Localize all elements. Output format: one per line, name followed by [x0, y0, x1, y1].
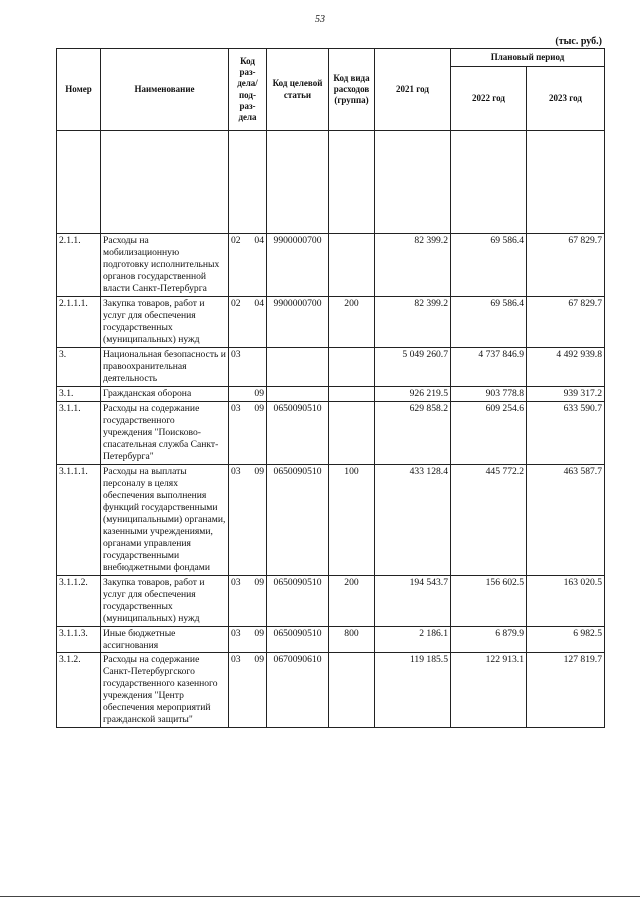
row-kind-code: 200 [329, 575, 375, 626]
table-row [57, 464, 605, 575]
row-value-2022: 609 254.6 [451, 401, 527, 464]
subsection-code: 04 [254, 235, 264, 246]
row-value-2021: 629 858.2 [375, 401, 451, 464]
row-value-2021: 2 186.1 [375, 626, 451, 653]
row-value-2023: 6 982.5 [527, 626, 605, 653]
row-value-2021: 194 543.7 [375, 575, 451, 626]
row-kind-code [329, 386, 375, 401]
row-value-2021: 5 049 260.7 [375, 347, 451, 386]
row-target-code: 0670090610 [267, 653, 329, 728]
table-row [57, 401, 605, 464]
row-name: Гражданская оборона [101, 386, 229, 401]
row-name: Национальная безопасность и правоохранительная деятельность [101, 347, 229, 386]
row-kind-code: 100 [329, 464, 375, 575]
row-section-code [229, 296, 267, 347]
row-target-code [267, 347, 329, 386]
section-code: 03 [231, 654, 241, 666]
table-row [57, 234, 605, 297]
row-value-2022: 6 879.9 [451, 626, 527, 653]
row-number: 2.1.1.1. [57, 296, 101, 347]
row-value-2022: 69 586.4 [451, 296, 527, 347]
row-value-2021: 82 399.2 [375, 234, 451, 297]
row-name: Иные бюджетные ассигнования [101, 626, 229, 653]
row-name: Расходы на содержание Санкт-Петербургского государственного казенного учреждения "Центр обеспечения мероприятий гражданской защиты" [101, 653, 229, 728]
table-body [57, 131, 605, 728]
section-code: 03 [231, 402, 241, 414]
header-kind: Код вида расходов (группа) [329, 49, 375, 131]
row-value-2021: 926 219.5 [375, 386, 451, 401]
row-number: 2.1.1. [57, 234, 101, 297]
row-value-2023: 4 492 939.8 [527, 347, 605, 386]
row-value-2022: 122 913.1 [451, 653, 527, 728]
row-section-code [229, 626, 267, 653]
table-row [57, 386, 605, 401]
row-number: 3.1.1. [57, 401, 101, 464]
header-name: Наименование [101, 49, 229, 131]
row-value-2023: 163 020.5 [527, 575, 605, 626]
row-name: Закупка товаров, работ и услуг для обеспечения государственных (муниципальных) нужд [101, 296, 229, 347]
subsection-code: 09 [254, 654, 264, 666]
table-row [57, 653, 605, 728]
section-code: 02 [231, 297, 241, 309]
header-2022: 2022 год [451, 67, 527, 131]
table-header [57, 49, 605, 131]
subsection-code: 09 [254, 387, 264, 399]
header-2023: 2023 год [527, 67, 605, 131]
row-target-code: 0650090510 [267, 401, 329, 464]
row-value-2021: 119 185.5 [375, 653, 451, 728]
header-number: Номер [57, 49, 101, 131]
row-kind-code: 200 [329, 296, 375, 347]
section-code: 03 [231, 465, 241, 477]
row-value-2022: 903 778.8 [451, 386, 527, 401]
row-section-code [229, 386, 267, 401]
row-section-code [229, 234, 267, 297]
page-number: 53 [315, 14, 325, 25]
table-row [57, 575, 605, 626]
row-kind-code [329, 234, 375, 297]
row-name: Расходы на мобилизационную подготовку исполнительных органов государственной власти Санкт-Петербурга [101, 234, 229, 297]
bottom-rule [0, 896, 640, 897]
row-value-2022: 4 737 846.9 [451, 347, 527, 386]
row-target-code: 0650090510 [267, 575, 329, 626]
row-number: 3.1.1.2. [57, 575, 101, 626]
row-value-2023: 939 317.2 [527, 386, 605, 401]
row-target-code: 0650090510 [267, 626, 329, 653]
row-kind-code [329, 401, 375, 464]
row-section-code [229, 464, 267, 575]
subsection-code: 04 [254, 297, 264, 309]
row-name: Расходы на выплаты персоналу в целях обеспечения выполнения функций государственными (муниципальными) органами, казенными учреждениями, органами управления государственными внебюджетными фондами [101, 464, 229, 575]
table-row [57, 296, 605, 347]
row-value-2022: 69 586.4 [451, 234, 527, 297]
section-code: 03 [231, 627, 241, 639]
spacer-row [57, 131, 605, 234]
row-value-2021: 433 128.4 [375, 464, 451, 575]
row-value-2023: 67 829.7 [527, 234, 605, 297]
row-section-code [229, 575, 267, 626]
row-value-2023: 127 819.7 [527, 653, 605, 728]
row-name: Расходы на содержание государственного учреждения "Поисково-спасательная служба Санкт-Петербурга" [101, 401, 229, 464]
row-number: 3.1.1.1. [57, 464, 101, 575]
row-section-code [229, 653, 267, 728]
subsection-code: 09 [254, 402, 264, 414]
header-target: Код целевой статьи [267, 49, 329, 131]
table-row [57, 626, 605, 653]
row-number: 3.1.1.3. [57, 626, 101, 653]
row-value-2023: 633 590.7 [527, 401, 605, 464]
row-target-code: 0650090510 [267, 464, 329, 575]
row-number: 3. [57, 347, 101, 386]
section-code: 02 [231, 235, 241, 246]
row-target-code [267, 386, 329, 401]
row-name: Закупка товаров, работ и услуг для обеспечения государственных (муниципальных) нужд [101, 575, 229, 626]
row-kind-code [329, 347, 375, 386]
row-value-2021: 82 399.2 [375, 296, 451, 347]
row-value-2023: 463 587.7 [527, 464, 605, 575]
row-value-2023: 67 829.7 [527, 296, 605, 347]
subsection-code: 09 [254, 465, 264, 477]
row-value-2022: 156 602.5 [451, 575, 527, 626]
row-section-code [229, 401, 267, 464]
header-section: Код раз-дела/ под-раз-дела [229, 49, 267, 131]
row-number: 3.1.2. [57, 653, 101, 728]
row-kind-code [329, 653, 375, 728]
header-planned: Плановый период [451, 49, 605, 67]
budget-table [56, 48, 605, 728]
row-number: 3.1. [57, 386, 101, 401]
units-label: (тыс. руб.) [555, 36, 602, 47]
row-target-code: 9900000700 [267, 234, 329, 297]
header-2021: 2021 год [375, 49, 451, 131]
section-code: 03 [231, 348, 241, 360]
subsection-code: 09 [254, 627, 264, 639]
subsection-code: 09 [254, 576, 264, 588]
table-row [57, 347, 605, 386]
row-value-2022: 445 772.2 [451, 464, 527, 575]
section-code: 03 [231, 576, 241, 588]
row-kind-code: 800 [329, 626, 375, 653]
row-target-code: 9900000700 [267, 296, 329, 347]
row-section-code [229, 347, 267, 386]
